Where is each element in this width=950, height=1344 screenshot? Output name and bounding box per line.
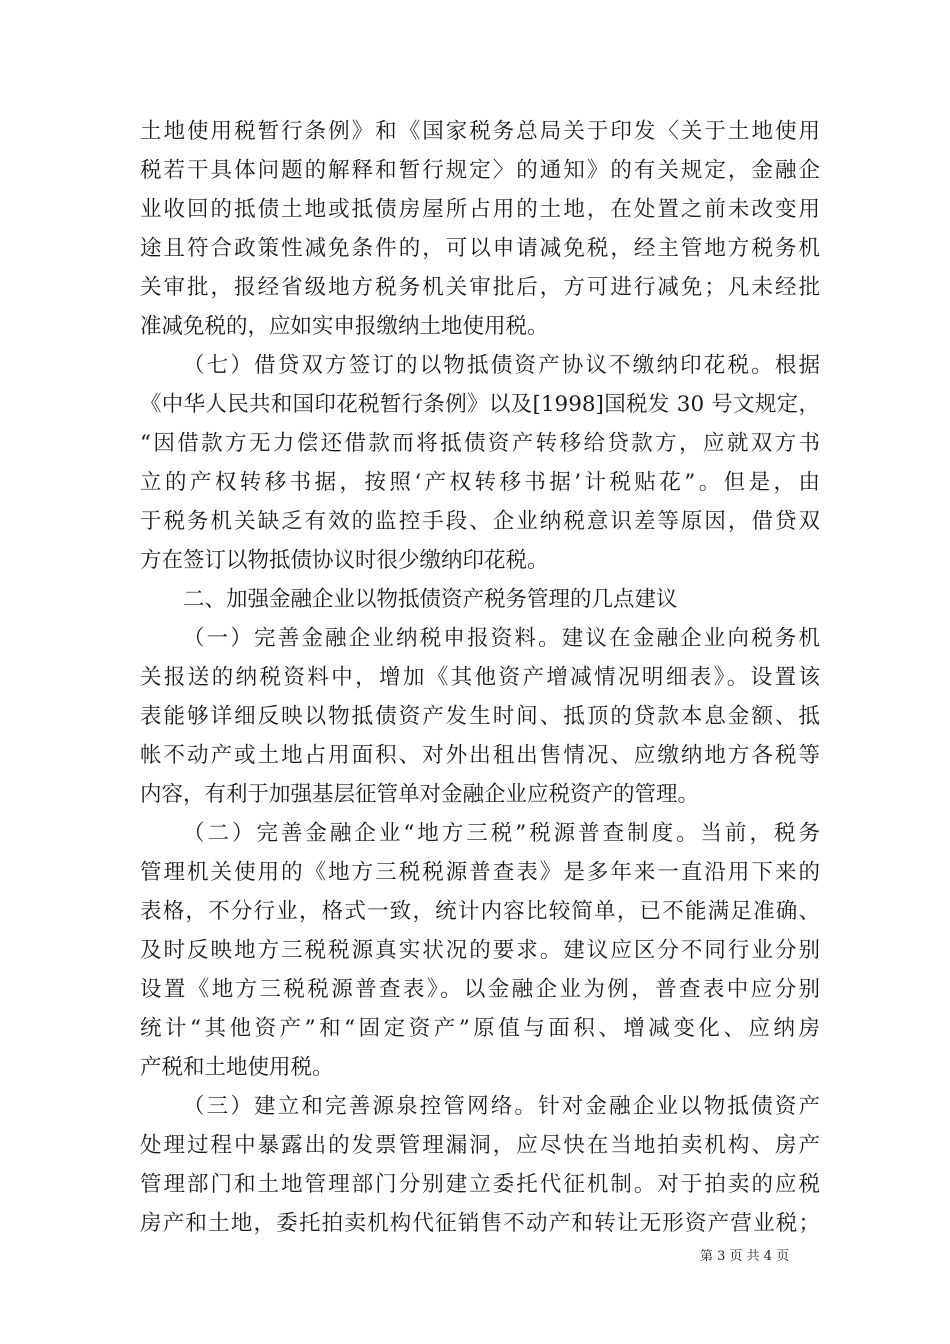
paragraph-heading-1: （一）完善金融企业纳税申报资料。建议在金融企业向税务机 — [183, 626, 820, 651]
text-line: 关审批，报经省级地方税务机关审批后，方可进行减免；凡未经批 — [140, 275, 820, 300]
text-line: 立的产权转移书据，按照‘产权转移书据’计税贴花”。但是，由 — [140, 470, 820, 495]
text-line: 土地使用税暂行条例》和《国家税务总局关于印发〈关于土地使用 — [140, 119, 820, 144]
text-line: 及时反映地方三税税源真实状况的要求。建议应区分不同行业分别 — [140, 938, 820, 963]
text-line: 内容，有利于加强基层征管单对金融企业应税资产的管理。 — [140, 782, 700, 807]
text-line: 表能够详细反映以物抵债资产发生时间、抵顶的贷款本息金额、抵 — [140, 704, 820, 729]
page-footer: 第 3 页 共 4 页 — [700, 1249, 790, 1264]
text-line: 准减免税的，应如实申报缴纳土地使用税。 — [140, 314, 549, 339]
text-line: 设置《地方三税税源普查表》。以金融企业为例，普查表中应分别 — [140, 977, 820, 1002]
text-line: 表格，不分行业，格式一致，统计内容比较简单，已不能满足准确、 — [140, 899, 820, 924]
text-line: 税若干具体问题的解释和暂行规定〉的通知》的有关规定，金融企 — [140, 158, 820, 183]
text-line: 《中华人民共和国印花税暂行条例》以及[1998]国税发 30 号文规定， — [140, 392, 820, 417]
text-line: 处理过程中暴露出的发票管理漏洞，应尽快在当地拍卖机构、房产 — [140, 1133, 820, 1158]
text-line: 管理部门和土地管理部门分别建立委托代征机制。对于拍卖的应税 — [140, 1172, 820, 1197]
text-line: 业收回的抵债土地或抵债房屋所占用的土地，在处置之前未改变用 — [140, 197, 820, 222]
text-line: 关报送的纳税资料中，增加《其他资产增减情况明细表》。设置该 — [140, 665, 820, 690]
text-line: 方在签订以物抵债协议时很少缴纳印花税。 — [140, 548, 549, 573]
text-line: 帐不动产或土地占用面积、对外出租出售情况、应缴纳地方各税等 — [140, 743, 820, 768]
paragraph-heading-2: （二）完善金融企业“地方三税”税源普查制度。当前，税务 — [183, 821, 820, 846]
text-line: “因借款方无力偿还借款而将抵债资产转移给贷款方，应就双方书 — [140, 431, 820, 456]
paragraph-heading-3: （三）建立和完善源泉控管网络。针对金融企业以物抵债资产 — [183, 1094, 820, 1119]
text-line: 于税务机关缺乏有效的监控手段、企业纳税意识差等原因，借贷双 — [140, 509, 820, 534]
text-line: 统计“其他资产”和“固定资产”原值与面积、增减变化、应纳房 — [140, 1016, 820, 1041]
section-heading: 二、加强金融企业以物抵债资产税务管理的几点建议 — [183, 587, 678, 612]
text-line: 途且符合政策性减免条件的，可以申请减免税，经主管地方税务机 — [140, 236, 820, 261]
paragraph-heading-7: （七）借贷双方签订的以物抵债资产协议不缴纳印花税。根据 — [183, 353, 820, 378]
text-line: 房产和土地，委托拍卖机构代征销售不动产和转让无形资产营业税； — [140, 1211, 820, 1236]
text-line: 产税和土地使用税。 — [140, 1055, 334, 1080]
text-line: 管理机关使用的《地方三税税源普查表》是多年来一直沿用下来的 — [140, 860, 820, 885]
